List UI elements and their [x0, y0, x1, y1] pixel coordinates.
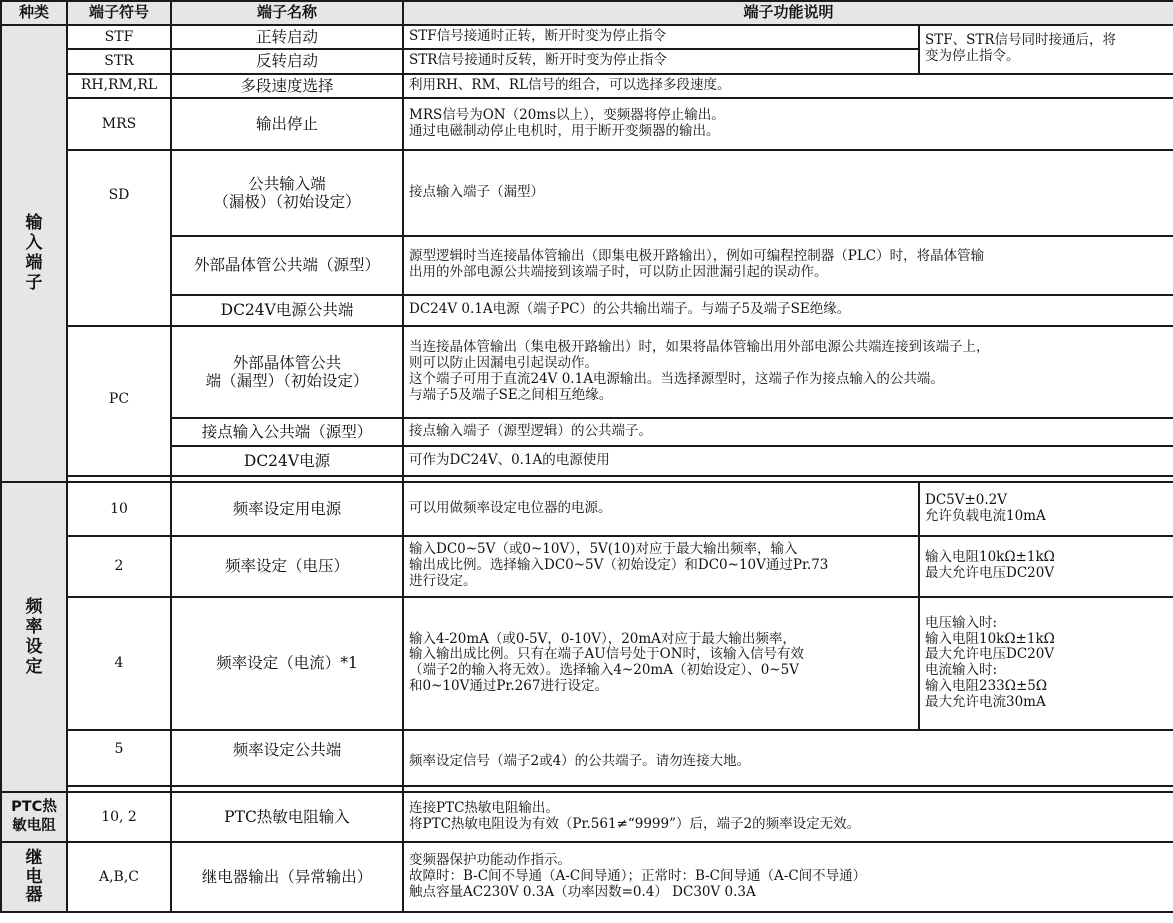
table-row — [1, 295, 1173, 326]
table-row — [1, 98, 1173, 150]
terminal-code: 10 — [67, 482, 171, 536]
terminal-name: PTC热敏电阻输入 — [171, 792, 403, 842]
category-ptc: PTC热 敏电阻 — [1, 792, 67, 842]
terminal-name: 频率设定用电源 — [171, 482, 403, 536]
terminal-desc: 变频器保护功能动作指示。 故障时：B-C间不导通（A-C间导通）；正常时：B-C间导通（A-C间不导通） 触点容量AC230V 0.3A（功率因数=0.4） DC30V 0.3A — [403, 842, 1173, 912]
terminal-code: 4 — [67, 597, 171, 730]
table-row — [1, 74, 1173, 98]
terminal-name: 输出停止 — [171, 98, 403, 150]
terminal-note: 电压输入时: 输入电阻10kΩ±1kΩ 最大允许电压DC20V 电流输入时: 输入电阻233Ω±5Ω 最大允许电流30mA — [919, 597, 1173, 730]
terminal-note: DC5V±0.2V 允许负载电流10mA — [919, 482, 1173, 536]
terminal-code: 2 — [67, 536, 171, 597]
terminal-desc: 可以用做频率设定电位器的电源。 — [403, 482, 919, 536]
terminal-name: 继电器输出（异常输出） — [171, 842, 403, 912]
terminal-name: 频率设定公共端 — [171, 730, 403, 786]
terminal-desc: MRS信号为ON（20ms以上），变频器将停止输出。 通过电磁制动停止电机时，用于断开变频器的输出。 — [403, 98, 1173, 150]
terminal-desc: STF信号接通时正转，断开时变为停止指令 — [403, 25, 919, 49]
table-row — [1, 150, 1173, 236]
table-row — [1, 730, 1173, 786]
table-row — [1, 25, 1173, 49]
terminal-name: 正转启动 — [171, 25, 403, 49]
table-row — [1, 597, 1173, 730]
terminal-code: A,B,C — [67, 842, 171, 912]
header-name: 端子名称 — [171, 1, 403, 25]
terminal-desc: 接点输入端子（漏型） — [403, 150, 1173, 236]
terminal-code: RH,RM,RL — [67, 74, 171, 98]
terminal-desc: 源型逻辑时当连接晶体管输出（即集电极开路输出），例如可编程控制器（PLC）时，将晶体管输 出用的外部电源公共端接到该端子时，可以防止因泄漏引起的误动作。 — [403, 236, 1173, 295]
terminal-desc: 连接PTC热敏电阻输出。 将PTC热敏电阻设为有效（Pr.561≠“9999”）后，端子2的频率设定无效。 — [403, 792, 1173, 842]
terminal-name: 外部晶体管公共 端（漏型）（初始设定） — [171, 326, 403, 418]
table-row — [1, 236, 1173, 295]
header-row — [1, 1, 1173, 25]
terminal-code: PC — [67, 326, 171, 476]
terminal-desc: 利用RH、RM、RL信号的组合，可以选择多段速度。 — [403, 74, 1173, 98]
terminal-name: DC24V电源公共端 — [171, 295, 403, 326]
terminal-note: STF、STR信号同时接通后，将 变为停止指令。 — [919, 25, 1173, 74]
table-row — [1, 792, 1173, 842]
terminal-code: STF — [67, 25, 171, 49]
category-input: 输 入 端 子 — [1, 25, 67, 482]
table-row — [1, 418, 1173, 446]
header-category: 种类 — [1, 1, 67, 25]
terminal-code: MRS — [67, 98, 171, 150]
terminal-name: 接点输入公共端（源型） — [171, 418, 403, 446]
terminal-code: SD — [67, 150, 171, 326]
terminal-note: 输入电阻10kΩ±1kΩ 最大允许电压DC20V — [919, 536, 1173, 597]
terminal-code: 5 — [67, 730, 171, 786]
terminal-code: STR — [67, 49, 171, 73]
category-frequency: 频 率 设 定 — [1, 482, 67, 792]
terminal-desc: 频率设定信号（端子2或4）的公共端子。请勿连接大地。 — [403, 730, 1173, 786]
terminal-desc: 输入DC0~5V（或0~10V），5V(10)对应于最大输出频率，输入 输出成比例。选择输入DC0~5V（初始设定）和DC0~10V通过Pr.73 进行设定。 — [403, 536, 919, 597]
terminal-desc: 输入4-20mA（或0-5V，0-10V），20mA对应于最大输出频率， 输入输出成比例。只有在端子AU信号处于ON时，该输入信号有效 （端子2的输入将无效）。选择输入4~20mA（初始设定）、0~5V 和0~10V通过Pr.267进行设定。 — [403, 597, 919, 730]
terminal-name: DC24V电源 — [171, 446, 403, 476]
header-code: 端子符号 — [67, 1, 171, 25]
table-row — [1, 446, 1173, 476]
terminal-name: 反转启动 — [171, 49, 403, 73]
table-row — [1, 842, 1173, 912]
terminal-desc: 接点输入端子（源型逻辑）的公共端子。 — [403, 418, 1173, 446]
terminal-desc: DC24V 0.1A电源（端子PC）的公共输出端子。与端子5及端子SE绝缘。 — [403, 295, 1173, 326]
table-row — [1, 482, 1173, 536]
terminal-name: 频率设定（电流）*1 — [171, 597, 403, 730]
terminal-desc: 可作为DC24V、0.1A的电源使用 — [403, 446, 1173, 476]
terminal-desc: STR信号接通时反转，断开时变为停止指令 — [403, 49, 919, 73]
header-function: 端子功能说明 — [403, 1, 1173, 25]
terminal-name: 频率设定（电压） — [171, 536, 403, 597]
category-relay: 继 电 器 — [1, 842, 67, 912]
table-row — [1, 326, 1173, 418]
terminal-name: 公共输入端 （漏极）（初始设定） — [171, 150, 403, 236]
table-row — [1, 536, 1173, 597]
terminal-desc: 当连接晶体管输出（集电极开路输出）时，如果将晶体管输出用外部电源公共端连接到该端子上， 则可以防止因漏电引起误动作。 这个端子可用于直流24V 0.1A电源输出。当选择源型时，这端子作为接点输入的公共端。 与端子5及端子SE之间相互绝缘。 — [403, 326, 1173, 418]
terminal-name: 多段速度选择 — [171, 74, 403, 98]
terminal-code: 10, 2 — [67, 792, 171, 842]
terminal-name: 外部晶体管公共端（源型） — [171, 236, 403, 295]
